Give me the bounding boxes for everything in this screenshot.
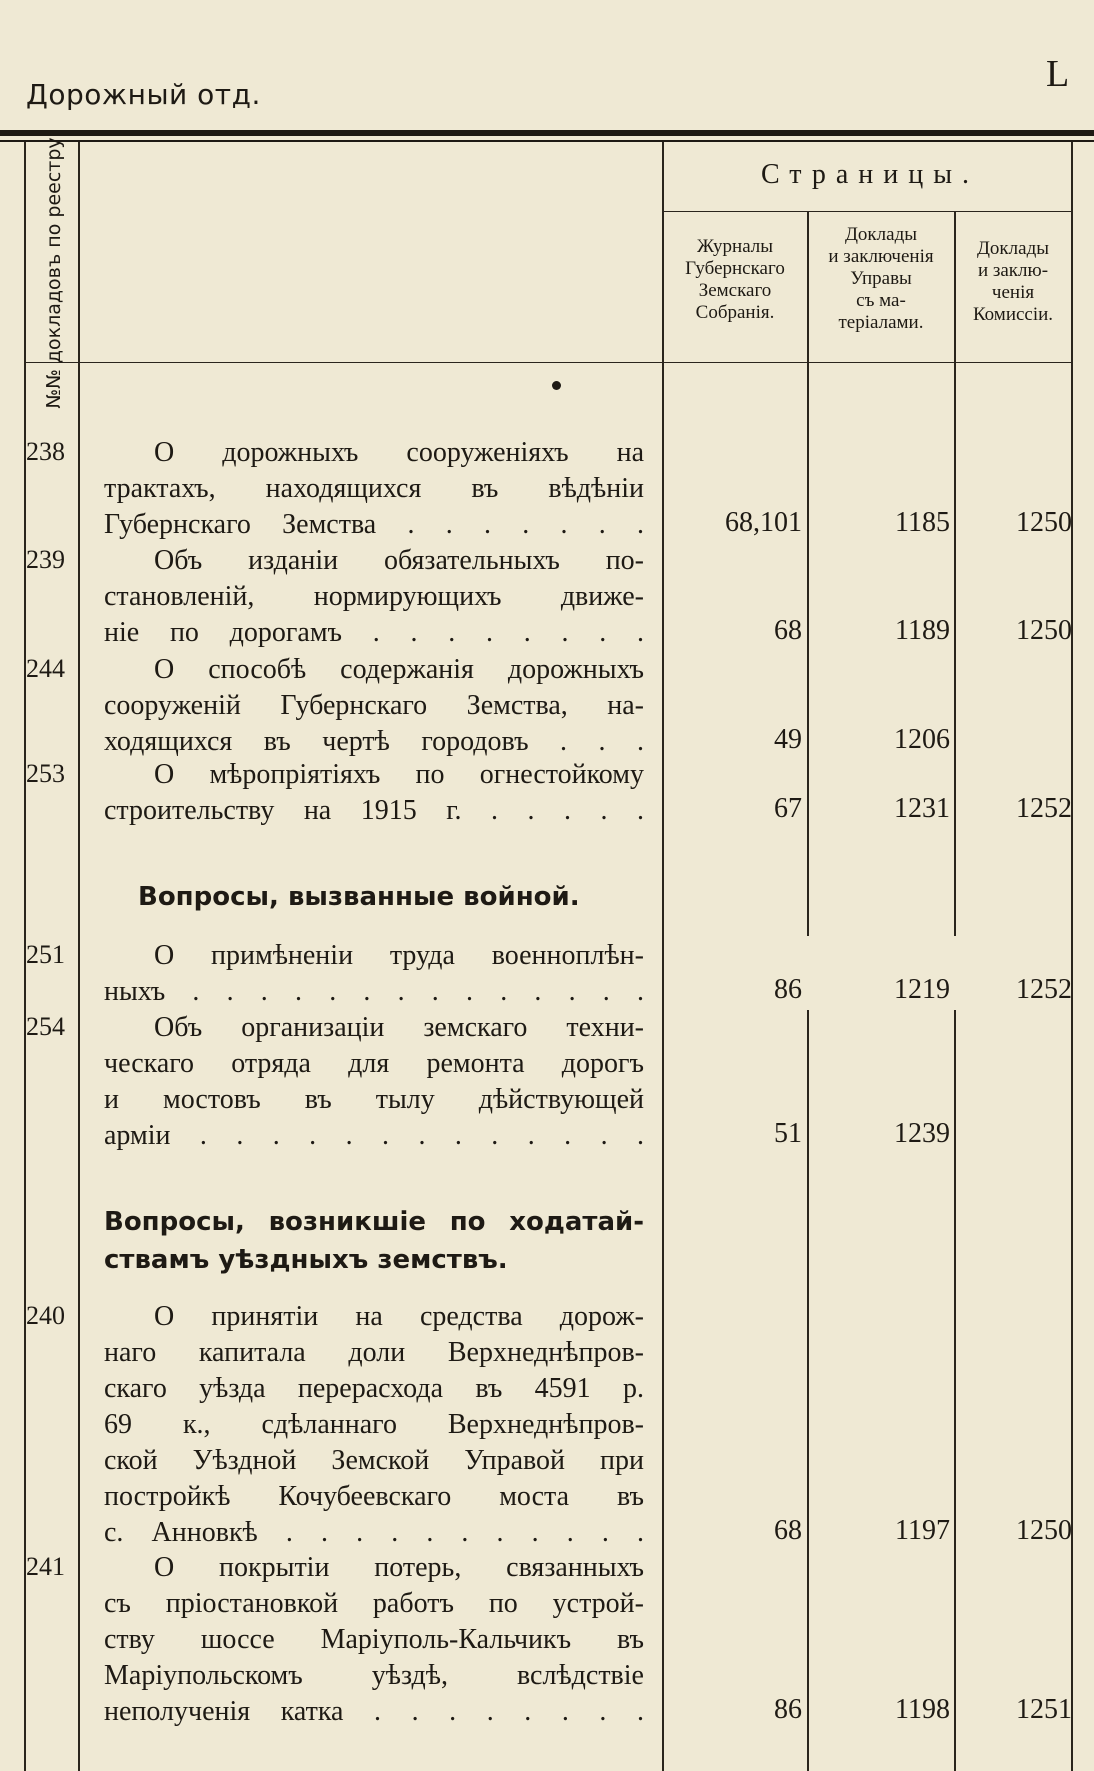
register-number: 251: [26, 940, 65, 969]
entry-text: [104, 435, 644, 543]
header-line: Собранія.: [695, 302, 775, 323]
register-column-header: №№ докладовъ по реестру.: [43, 131, 65, 409]
entry-text-line: с. Анновкѣ . . . . . . . . . . .: [104, 1517, 644, 1548]
commission-page: 1250: [1016, 507, 1072, 538]
header-line: съ ма-: [856, 290, 906, 311]
entry-text-line: ходящихся въ чертѣ городовъ . . .: [104, 726, 644, 757]
journal-page: 68,101: [725, 507, 802, 538]
register-number: 253: [26, 759, 65, 788]
entry-text-line: О примѣненіи труда военноплѣн-: [154, 940, 644, 971]
entry-text-line: О способѣ содержанія дорожныхъ: [154, 654, 644, 685]
journals-column-header: [664, 236, 806, 324]
report-page: 1239: [894, 1118, 950, 1149]
entry-text-line: становленій, нормирующихъ движе-: [104, 581, 644, 612]
entry-text-line: и мостовъ въ тылу дѣйствующей: [104, 1084, 644, 1115]
header-line: теріалами.: [838, 312, 924, 333]
entry-text-line: О покрытіи потерь, связанныхъ: [154, 1552, 644, 1583]
entry-text-line: неполученія катка . . . . . . . .: [104, 1696, 644, 1727]
commission-page: 1252: [1016, 974, 1072, 1005]
commission-column-header: [956, 238, 1070, 326]
report-page: 1231: [894, 793, 950, 824]
header-line: и заклю-: [977, 260, 1049, 281]
journal-page: 68: [774, 615, 802, 646]
entry-text-line: ческаго отряда для ремонта дорогъ: [104, 1048, 644, 1079]
journal-page: 86: [774, 974, 802, 1005]
entry-text: [104, 938, 644, 1010]
journal-page: 68: [774, 1515, 802, 1546]
section-heading-petitions: [104, 1203, 644, 1279]
entry-text-line: О дорожныхъ сооруженіяхъ на: [154, 437, 644, 468]
entry-text-line: Объ организаціи земскаго техни-: [154, 1012, 644, 1043]
register-number: 241: [26, 1552, 65, 1581]
entry-text: [104, 1299, 644, 1551]
entry-text-line: О мѣропріятіяхъ по огнестойкому: [154, 759, 644, 790]
pages-subheader-line: [662, 211, 1072, 212]
header-line: и заключенія: [828, 246, 934, 267]
pages-column-title: Страницы.: [760, 159, 980, 190]
header-line: Журналы: [696, 236, 774, 257]
report-page: 1189: [895, 615, 950, 646]
commission-page: 1250: [1016, 1515, 1072, 1546]
header-line: Доклады: [844, 224, 918, 245]
section-heading-war: Вопросы, вызванные войной.: [138, 882, 580, 912]
journal-page: 67: [774, 793, 802, 824]
header-line: Управы: [850, 268, 912, 289]
report-page: 1197: [895, 1515, 950, 1546]
report-page: 1198: [895, 1694, 950, 1725]
header-rule-thick: [0, 130, 1094, 136]
register-column-divider: [78, 142, 80, 1771]
text-column-divider: [662, 142, 664, 1771]
entry-text-line: ской Уѣздной Земской Управой при: [104, 1445, 644, 1476]
register-number: 239: [26, 545, 65, 574]
entry-text-line: ніе по дорогамъ . . . . . . . .: [104, 617, 644, 648]
header-line: Земскаго: [698, 280, 772, 301]
entry-text-line: наго капитала доли Верхнеднѣпров-: [104, 1337, 644, 1368]
entry-text: [104, 1550, 644, 1730]
commission-page: 1250: [1016, 615, 1072, 646]
journal-page: 49: [774, 724, 802, 755]
register-number: 244: [26, 654, 65, 683]
header-line: Комиссіи.: [972, 304, 1054, 325]
entry-text-line: Объ изданіи обязательныхъ по-: [154, 545, 644, 576]
journal-column-divider-lower: [807, 1010, 809, 1771]
entry-text-line: ству шоссе Маріуполь-Кальчикъ въ: [104, 1624, 644, 1655]
reports-column-header: [809, 224, 953, 334]
entry-text-line: сооруженій Губернскаго Земства, на-: [104, 690, 644, 721]
header-line: Губернскаго: [685, 258, 785, 279]
header-bottom-line: [24, 362, 1072, 363]
report-page: 1185: [895, 507, 950, 538]
entry-text: [104, 1010, 644, 1154]
register-number: 240: [26, 1301, 65, 1330]
page-number: L: [1046, 53, 1070, 95]
entry-text: [104, 757, 644, 829]
entry-text-line: скаго уѣзда перерасхода въ 4591 р.: [104, 1373, 644, 1404]
section-heading-line: ствамъ уѣздныхъ земствъ.: [104, 1245, 508, 1275]
section-heading-line: Вопросы, возникшіе по ходатай-: [104, 1207, 644, 1237]
commission-page: 1251: [1016, 1694, 1072, 1725]
journal-page: 51: [774, 1118, 802, 1149]
register-number: 238: [26, 437, 65, 466]
section-header-title: Дорожный отд.: [26, 78, 261, 111]
header-line: Доклады: [976, 238, 1050, 259]
report-column-divider-lower: [954, 1010, 956, 1771]
entry-text: [104, 543, 644, 651]
report-page: 1219: [894, 974, 950, 1005]
register-number: 254: [26, 1012, 65, 1041]
header-rule-thin: [0, 140, 1094, 142]
entry-text-line: строительству на 1915 г. . . . . .: [104, 795, 644, 826]
bullet-mark: [552, 381, 561, 390]
entry-text-line: О принятіи на средства дорож-: [154, 1301, 644, 1332]
journal-page: 86: [774, 1694, 802, 1725]
entry-text: [104, 652, 644, 760]
header-line: ченія: [991, 282, 1035, 303]
entry-text-line: 69 к., сдѣланнаго Верхнеднѣпров-: [104, 1409, 644, 1440]
report-page: 1206: [894, 724, 950, 755]
entry-text-line: постройкѣ Кочубеевскаго моста въ: [104, 1481, 644, 1512]
entry-text-line: Маріупольскомъ уѣздѣ, вслѣдствіе: [104, 1660, 644, 1691]
entry-text-line: Губернскаго Земства . . . . . . .: [104, 509, 644, 540]
entry-text-line: трактахъ, находящихся въ вѣдѣніи: [104, 473, 644, 504]
entry-text-line: ныхъ . . . . . . . . . . . . . .: [104, 976, 644, 1007]
entry-text-line: арміи . . . . . . . . . . . . .: [104, 1120, 644, 1151]
entry-text-line: съ пріостановкой работъ по устрой-: [104, 1588, 644, 1619]
commission-page: 1252: [1016, 793, 1072, 824]
